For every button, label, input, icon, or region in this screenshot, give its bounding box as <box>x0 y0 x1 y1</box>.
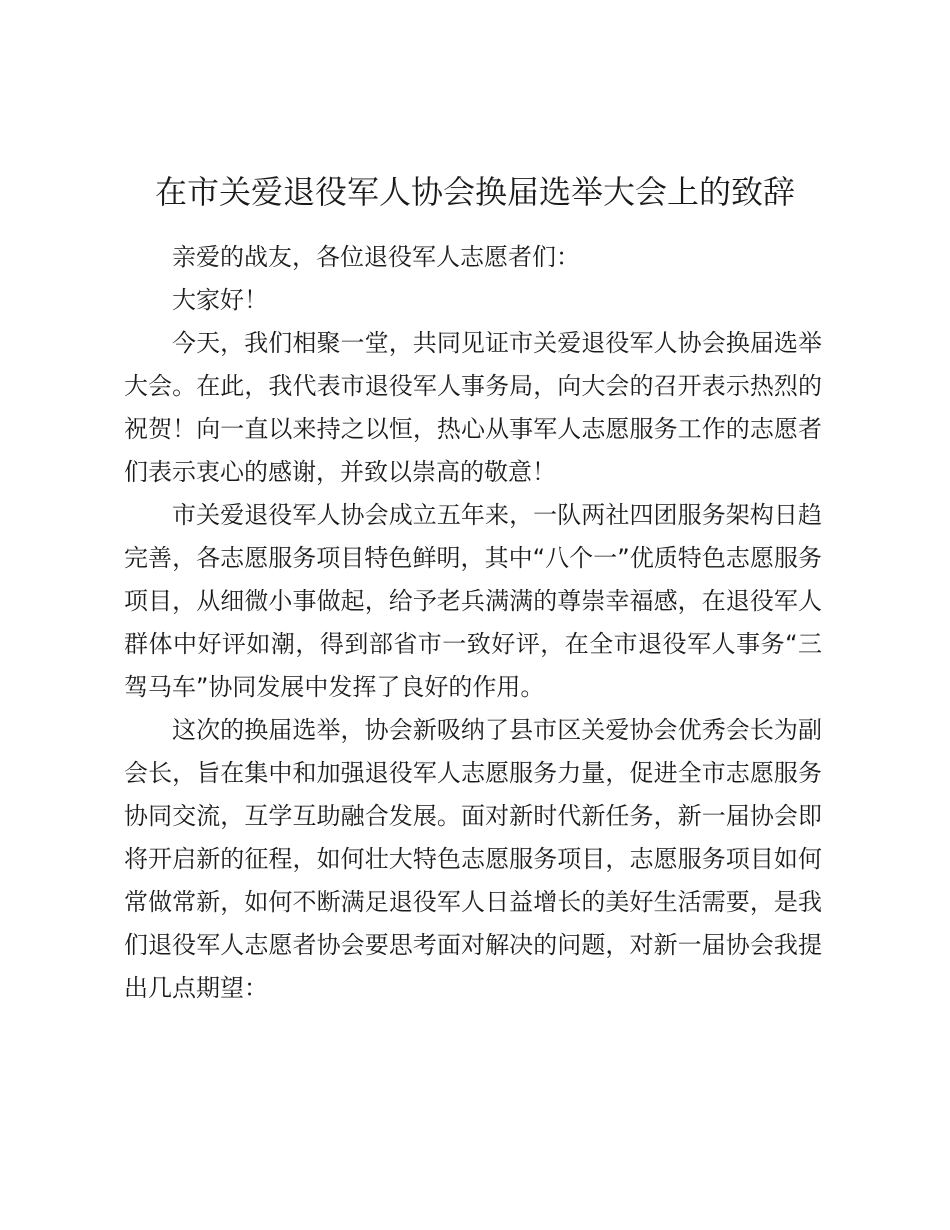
greeting: 大家好！ <box>172 286 268 314</box>
paragraph-3: 这次的换届选举，协会新吸纳了县市区关爱协会优秀会长为副会长，旨在集中和加强退役军人志愿服务力量，促进全市志愿服务协同交流，互学互助融合发展。面对新时代新任务，新一届协会即将开启新的征程，如何壮大特色志愿服务项目，志愿服务项目如何常做常新，如何不断满足退役军人日益增长的美好生活需要，是我们退役军人志愿者协会要思考面对解决的问题，对新一届协会我提出几点期望： <box>124 716 822 1002</box>
document-body <box>124 236 822 1010</box>
paragraph-2: 市关爱退役军人协会成立五年来，一队两社四团服务架构日趋完善，各志愿服务项目特色鲜明，其中“八个一”优质特色志愿服务项目，从细微小事做起，给予老兵满满的尊崇幸福感，在退役军人群体中好评如潮，得到部省市一致好评，在全市退役军人事务“三驾马车”协同发展中发挥了良好的作用。 <box>124 501 822 701</box>
document-title: 在市关爱退役军人协会换届选举大会上的致辞 <box>154 173 795 211</box>
salutation: 亲爱的战友，各位退役军人志愿者们： <box>172 243 580 271</box>
paragraph-1: 今天，我们相聚一堂，共同见证市关爱退役军人协会换届选举大会。在此，我代表市退役军人事务局，向大会的召开表示热烈的祝贺！向一直以来持之以恒，热心从事军人志愿服务工作的志愿者们表示衷心的感谢，并致以崇高的敬意！ <box>124 329 822 486</box>
